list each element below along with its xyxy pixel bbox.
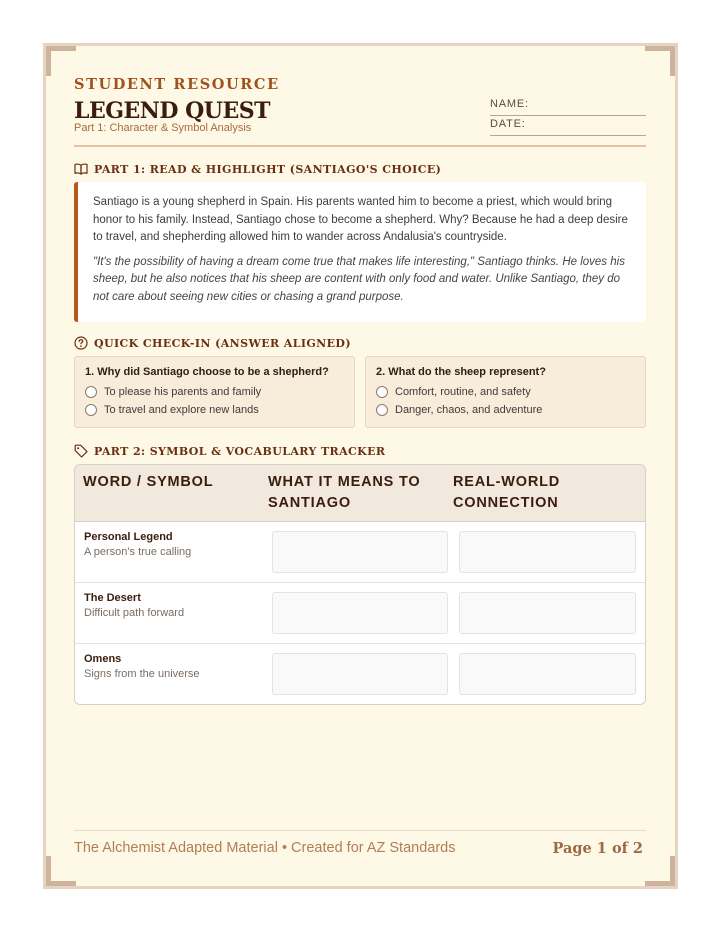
part1-heading [74,161,441,177]
checkin-heading [74,335,351,351]
option-label: Comfort, routine, and safety [395,386,531,398]
row-term: Personal Legend [84,531,173,543]
row-term: The Desert [84,592,141,604]
question-1-option-2[interactable] [85,401,344,419]
connection-answer-box[interactable] [459,592,636,634]
table-row [75,644,645,705]
radio-button[interactable] [85,386,97,398]
checkin-card-2 [365,356,646,428]
footer-divider [74,830,646,831]
passage-quote: "It's the possibility of having a dream come true that makes life interesting," Santiago thinks. He loves his sheep, but he also notices that his sheep are content with only food and water. Unlike Santiago, they do not care about seeing new cities or chasing a grand purpose. [93,255,625,303]
table-row [75,583,645,644]
tag-icon [74,444,88,458]
meaning-answer-box[interactable] [272,653,448,695]
page-subtitle: Part 1: Character & Symbol Analysis [74,122,252,134]
meaning-answer-box[interactable] [272,592,448,634]
date-label: DATE: [490,118,526,130]
option-label: Danger, chaos, and adventure [395,404,543,416]
page-title: LEGEND QUEST [74,98,271,124]
resource-kicker: STUDENT RESOURCE [74,76,280,93]
checkin-card-1 [74,356,355,428]
meaning-answer-box[interactable] [272,531,448,573]
option-label: To please his parents and family [104,386,262,398]
column-header-connection: REAL-WORLD CONNECTION [453,474,561,511]
row-term: Omens [84,653,122,665]
corner-ornament-bottom-left [46,856,76,886]
reading-passage [74,182,646,322]
question-2-option-1[interactable] [376,383,635,401]
page-number: Page 1 of 2 [552,840,643,857]
part2-heading [74,443,385,459]
question-1: 1. Why did Santiago choose to be a shepherd? [85,366,329,378]
corner-ornament-top-right [645,46,675,76]
question-2-option-2[interactable] [376,401,635,419]
corner-ornament-bottom-right [645,856,675,886]
passage-paragraph: Santiago is a young shepherd in Spain. His parents wanted him to become a priest, which would bring honor to his family. Instead, Santiago chose to become a shepherd. Why? Because he had a deep desire to travel, and shepherding allowed him to wander across Andalusia's countryside. [93,196,628,243]
table-header [75,465,645,522]
checkin-heading-text: QUICK CHECK-IN (ANSWER ALIGNED) [94,336,351,350]
column-header-word: WORD / SYMBOL [83,474,214,490]
symbol-tracker-table [74,464,646,705]
question-circle-icon [74,336,88,350]
worksheet-page [43,43,678,889]
connection-answer-box[interactable] [459,531,636,573]
radio-button[interactable] [85,404,97,416]
name-label: NAME: [490,98,529,110]
question-2: 2. What do the sheep represent? [376,366,546,378]
question-1-option-1[interactable] [85,383,344,401]
part2-heading-text: PART 2: SYMBOL & VOCABULARY TRACKER [94,444,386,458]
header-divider [74,145,646,147]
footer-credit: The Alchemist Adapted Material • Created for AZ Standards [74,840,456,856]
radio-button[interactable] [376,404,388,416]
open-book-icon [74,162,88,176]
connection-answer-box[interactable] [459,653,636,695]
corner-ornament-top-left [46,46,76,76]
column-header-meaning: WHAT IT MEANS TO SANTIAGO [268,474,421,511]
option-label: To travel and explore new lands [104,404,259,416]
row-definition: Difficult path forward [84,607,185,619]
name-field[interactable] [490,98,646,116]
table-row [75,522,645,583]
part1-heading-text: PART 1: READ & HIGHLIGHT (SANTIAGO'S CHOICE) [94,162,442,176]
date-field[interactable] [490,118,646,136]
radio-button[interactable] [376,386,388,398]
row-definition: Signs from the universe [84,668,200,680]
row-definition: A person's true calling [84,546,192,558]
